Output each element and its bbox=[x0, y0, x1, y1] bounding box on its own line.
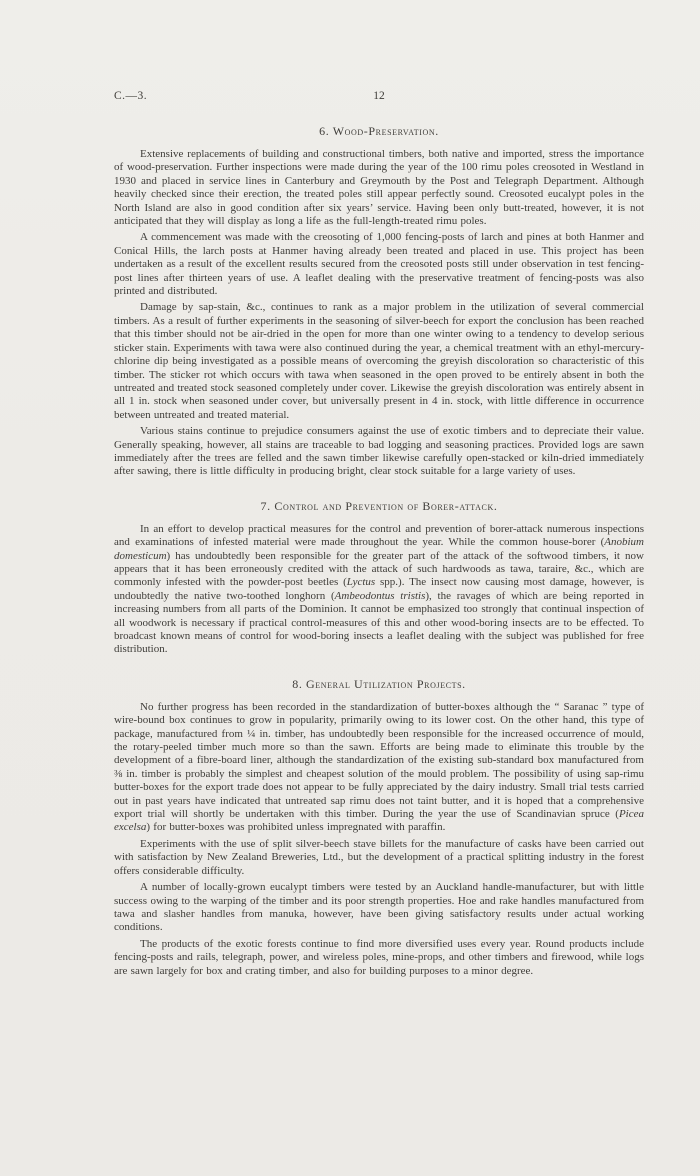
page-number: 12 bbox=[373, 90, 385, 102]
paragraph: Various stains continue to prejudice consumers against the use of exotic timbers and to depreciate their value. Generally speaking, however, all stains are traceable to bad logging and seasoning practices. Provided logs are sawn immediately after the trees are felled and the sawn timber likewise carefully open-stacked or kiln-dried immediately after sawing, there is little difficulty in producing bright, clear stock suitable for a large variety of uses. bbox=[114, 425, 644, 478]
doc-ref: C.—3. bbox=[114, 90, 148, 102]
document-body bbox=[114, 124, 644, 978]
latin-name: Lyctus bbox=[346, 576, 376, 589]
latin-name: Picea excelsa bbox=[114, 808, 644, 834]
section-heading: 7. Control and Prevention of Borer-attack. bbox=[260, 498, 498, 513]
paragraph: Extensive replacements of building and constructional timbers, both native and imported, stress the importance of wood-preservation. Further inspections were made during the year of the 100 rimu poles creosoted in Westland in 1930 and placed in service lines in Canterbury and Greymouth by the Post and Telegraph Department. Although heavily checked since their erection, the treated poles still appear perfectly sound. Creosoted eucalypt poles in the North Island are also in good condition after six years’ service. Having been only butt-treated, however, it is not anticipated that they will display as long a life as the full-length-treated rimu poles. bbox=[114, 148, 644, 228]
paragraph: The products of the exotic forests continue to find more diversified uses every year. Round products include fencing-posts and rails, telegraph, power, and wireless poles, mine-props, and other timbers and firewood, while logs are sawn largely for box and crating timber, and also for building purposes to a minor degree. bbox=[114, 937, 644, 977]
paragraph: A commencement was made with the creosoting of 1,000 fencing-posts of larch and pines at both Hanmer and Conical Hills, the larch posts at Hanmer having already been treated and placed in use. This project has been undertaken as a result of the excellent results secured from the creosoted posts still under observation in test fencing-post lines after thirteen years of use. A leaflet dealing with the preservative treatment of fencing-posts was also printed and distributed. bbox=[114, 231, 644, 298]
section-heading: 8. General Utilization Projects. bbox=[292, 676, 466, 691]
section-heading: 6. Wood-Preservation. bbox=[319, 124, 439, 138]
paragraph: No further progress has been recorded in the standardization of butter-boxes although the “ Saranac ” type of wire-bound box continues to grow in popularity, primarily owing to its lower cost. On the other hand, this type of package, manufactured from ¼ in. timber, has undoubtedly been responsible for the increased occurrence of mould, the rotary-peeled timber much more so than the sawn. Efforts are being made to eliminate this trouble by the development of a fibre-board liner, although the standardization of the existing sub-standard box manufactured from ⅜ in. timber is probably the simplest and cheapest solution of the mould problem. The possibility of using sap-rimu butter-boxes for the export trade does not appear to be fully appreciated by the dairy industry. Small trial tests carried out in past years have indicated that untreated sap rimu does not taint butter, and it is hoped that a comprehensive export trial will shortly be undertaken with this timber. During the year the use of Scandinavian spruce (Picea excelsa) for butter-boxes was prohibited unless impregnated with paraffin. bbox=[114, 700, 644, 834]
running-header bbox=[114, 90, 644, 106]
paragraph: A number of locally-grown eucalypt timbers were tested by an Auckland handle-manufacturer, but with little success owing to the warping of the timber and its poor strength properties. Hoe and rake handles manufactured from tawa and slasher handles from manuka, however, have been giving satisfactory results under actual working conditions. bbox=[114, 881, 644, 934]
paragraph: Damage by sap-stain, &c., continues to rank as a major problem in the utilization of several commercial timbers. As a result of further experiments in the seasoning of silver-beech for export the conclusion has been reached that this timber should not be air-dried in the open for more than one winter owing to a tendency to develop serious sticker stain. Experiments with tawa were also continued during the year, a chemical treatment with an ethyl-mercury-chlorine dip being investigated as a possible means of overcoming the greyish discoloration so characteristic of this timber. The sticker rot which occurs with tawa when seasoned in the open proved to be entirely absent in both the untreated and treated stock seasoned completely under cover. Likewise the greyish discoloration was entirely absent in all 1 in. stock when seasoned under cover, but universally present in 4 in. stock, with little difference in occurrence between untreated and treated material. bbox=[114, 301, 644, 421]
paragraph: Experiments with the use of split silver-beech stave billets for the manufacture of casks have been carried out with satisfaction by New Zealand Breweries, Ltd., but the development of a practical splitting industry in the forest offers considerable difficulty. bbox=[114, 837, 644, 877]
latin-name: Ambeodontus tristis bbox=[334, 589, 426, 602]
paragraph: In an effort to develop practical measures for the control and prevention of borer-attack numerous inspections and examinations of infested material were made throughout the year. While the common house-borer (Anobium domesticum) has undoubtedly been responsible for the greater part of the attack of the softwood timbers, it now appears that it has been erroneously credited with the attack of such hardwoods as tawa, taraire, &c., which are commonly infested with the powder-post beetles (Lyctus spp.). The insect now causing most damage, however, is undoubtedly the native two-toothed longhorn (Ambeodontus tristis), the ravages of which are being reported in increasing numbers from all parts of the Dominion. It cannot be emphasized too strongly that continual inspection of all woodwork is necessary if practical control-measures of this and other wood-boring insects are to be effected. To broadcast known means of control for wood-boring insects a leaflet dealing with the subject was published for free distribution. bbox=[114, 522, 645, 656]
latin-name: Anobium domesticum bbox=[114, 536, 644, 562]
